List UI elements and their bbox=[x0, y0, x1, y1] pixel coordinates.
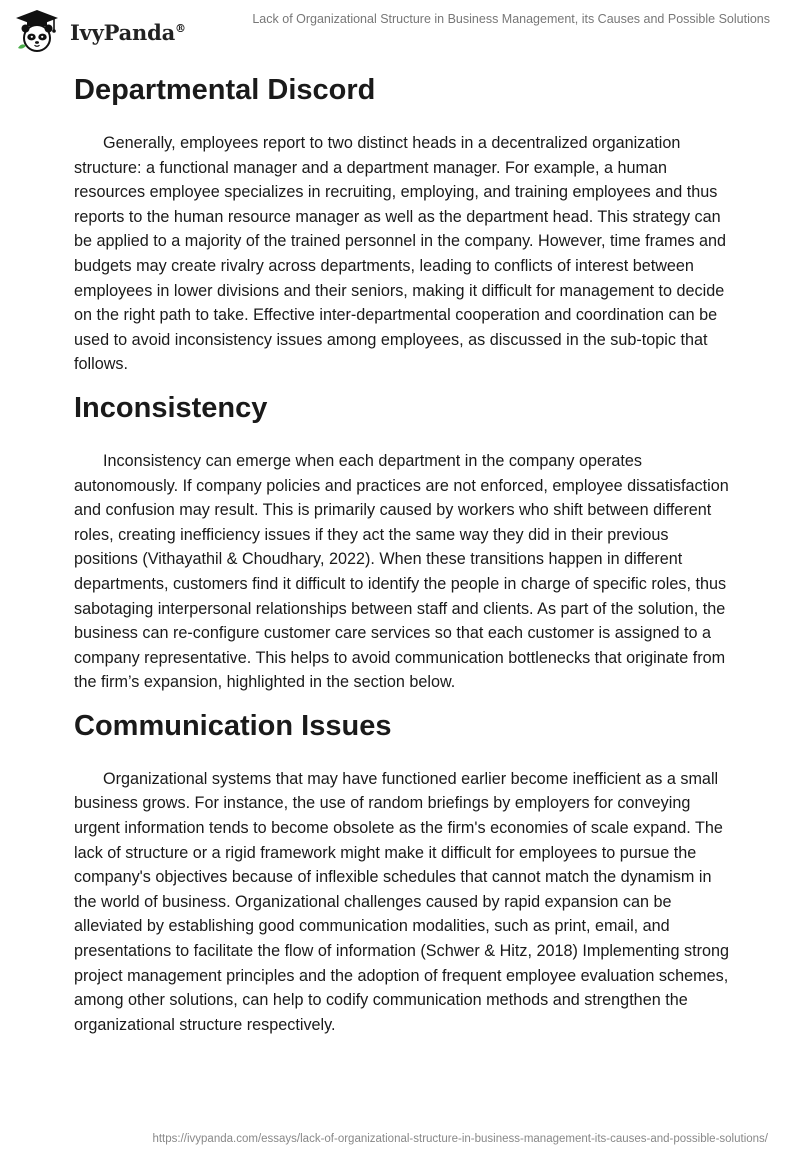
section-paragraph: Generally, employees report to two distinct heads in a decentralized organization structure: a functional manager and a department manager. For example, a human resources employee specializes in recruiting, employing, and training employees and thus reports to the human resource manager as well as the department head. This strategy can be applied to a majority of the trained personnel in the company. However, time frames and budgets may create rivalry across departments, leading to conflicts of interest between employees in lower divisions and their seniors, making it difficult for management to decide on the right path to take. Effective inter-departmental cooperation and coordination can be used to avoid inconsistency issues among employees, as discussed in the sub-topic that follows. bbox=[74, 134, 727, 374]
section-communication-issues bbox=[74, 706, 734, 1038]
section-heading: Inconsistency bbox=[74, 391, 268, 424]
brand-logo[interactable] bbox=[14, 8, 186, 54]
source-url-link[interactable]: https://ivypanda.com/essays/lack-of-organizational-structure-in-business-management-its-causes-and-possible-solutions/ bbox=[152, 1133, 768, 1145]
essay-body bbox=[74, 70, 734, 1037]
section-paragraph: Inconsistency can emerge when each department in the company operates autonomously. If company policies and practices are not enforced, employee dissatisfaction and confusion may result. This is primarily caused by workers who shift between different roles, creating inefficiency issues if they act the same way they did in their previous positions (Vithayathil & Choudhary, 2022). When these transitions happen in different departments, customers find it difficult to identify the people in charge of specific roles, thus sabotaging interpersonal relationships between staff and clients. As part of the solution, the business can re-configure customer care services so that each customer is assigned to a company representative. This helps to avoid communication bottlenecks that originate from the firm’s expansion, highlighted in the section below. bbox=[74, 451, 729, 692]
section-paragraph: Organizational systems that may have functioned earlier become inefficient as a small business grows. For instance, the use of random briefings by employers for conveying urgent information tends to become obsolete as the firm's economies of scale expand. The lack of structure or a rigid framework might make it difficult for employees to pursue the company's objectives because of inflexible schedules that cannot match the dynamism in the world of business. Organizational challenges caused by rapid expansion can be alleviated by establishing good communication modalities, such as print, email, and presentations to facilitate the flow of information (Schwer & Hitz, 2018) Implementing strong project management principles and the adoption of frequent employee evaluation schemes, among other solutions, can help to codify communication methods and strengthen the organizational structure respectively. bbox=[74, 769, 730, 1034]
section-inconsistency bbox=[74, 388, 734, 695]
page-header bbox=[0, 0, 800, 60]
panda-graduate-icon bbox=[14, 8, 60, 54]
document-title: Lack of Organizational Structure in Business Management, its Causes and Possible Solutions bbox=[252, 12, 770, 26]
brand-name: IvyPanda® bbox=[70, 19, 186, 45]
section-heading: Departmental Discord bbox=[74, 74, 376, 106]
section-heading: Communication Issues bbox=[74, 709, 392, 742]
section-departmental-discord bbox=[74, 70, 734, 377]
